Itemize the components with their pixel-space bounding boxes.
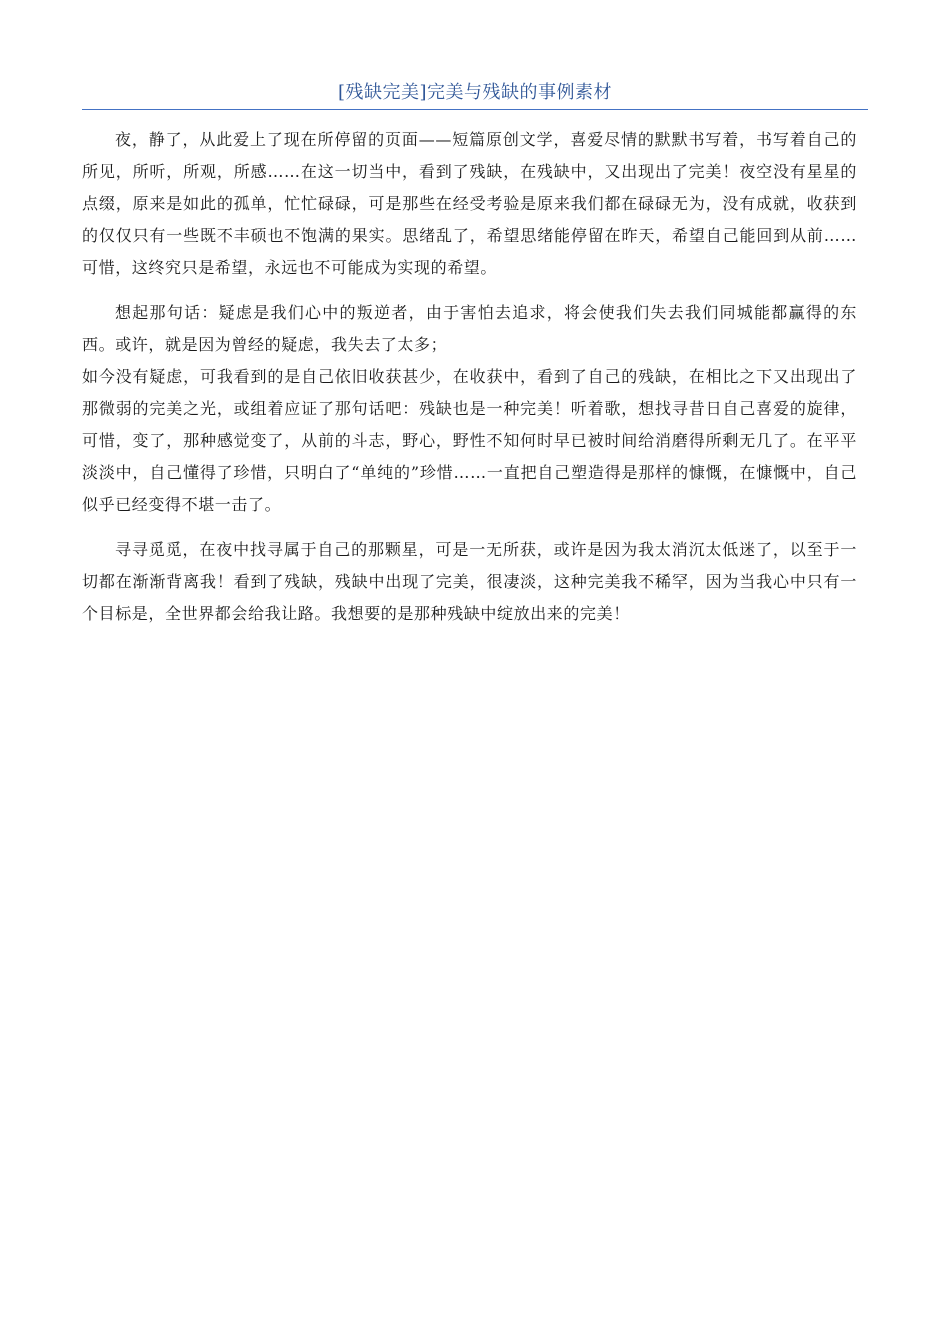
- paragraph-4: 寻寻觅觅，在夜中找寻属于自己的那颗星，可是一无所获，或许是因为我太消沉太低迷了，以至于一切都在渐渐背离我！看到了残缺，残缺中出现了完美，很凄淡，这种完美我不稀罕，因为当我心中只有一个目标是，全世界都会给我让路。我想要的是那种残缺中绽放出来的完美！: [82, 540, 857, 623]
- paragraph-1: 夜，静了，从此爱上了现在所停留的页面——短篇原创文学，喜爱尽情的默默书写着，书写着自己的所见，所听，所观，所感……在这一切当中，看到了残缺，在残缺中，又出现出了完美！夜空没有星星的点缀，原来是如此的孤单，忙忙碌碌，可是那些在经受考验是原来我们都在碌碌无为，没有成就，收获到的仅仅只有一些既不丰硕也不饱满的果实。思绪乱了，希望思绪能停留在昨天，希望自己能回到从前……可惜，这终究只是希望，永远也不可能成为实现的希望。: [82, 130, 857, 277]
- document-body: [82, 124, 857, 630]
- paragraph-2: 想起那句话：疑虑是我们心中的叛逆者，由于害怕去追求，将会使我们失去我们同城能都赢得的东西。或许，就是因为曾经的疑虑，我失去了太多；: [82, 303, 857, 354]
- header-title: [残缺完美]完美与残缺的事例素材: [337, 82, 613, 103]
- paragraph-3: 如今没有疑虑，可我看到的是自己依旧收获甚少，在收获中，看到了自己的残缺，在相比之下又出现出了那微弱的完美之光，或组着应证了那句话吧：残缺也是一种完美！听着歌，想找寻昔日自己喜爱的旋律，可惜，变了，那种感觉变了，从前的斗志，野心，野性不知何时早已被时间给消磨得所剩无几了。在平平淡淡中，自己懂得了珍惜，只明白了“单纯的”珍惜……一直把自己塑造得是那样的慷慨，在慷慨中，自己似乎已经变得不堪一击了。: [82, 367, 857, 514]
- page-header: [82, 80, 868, 110]
